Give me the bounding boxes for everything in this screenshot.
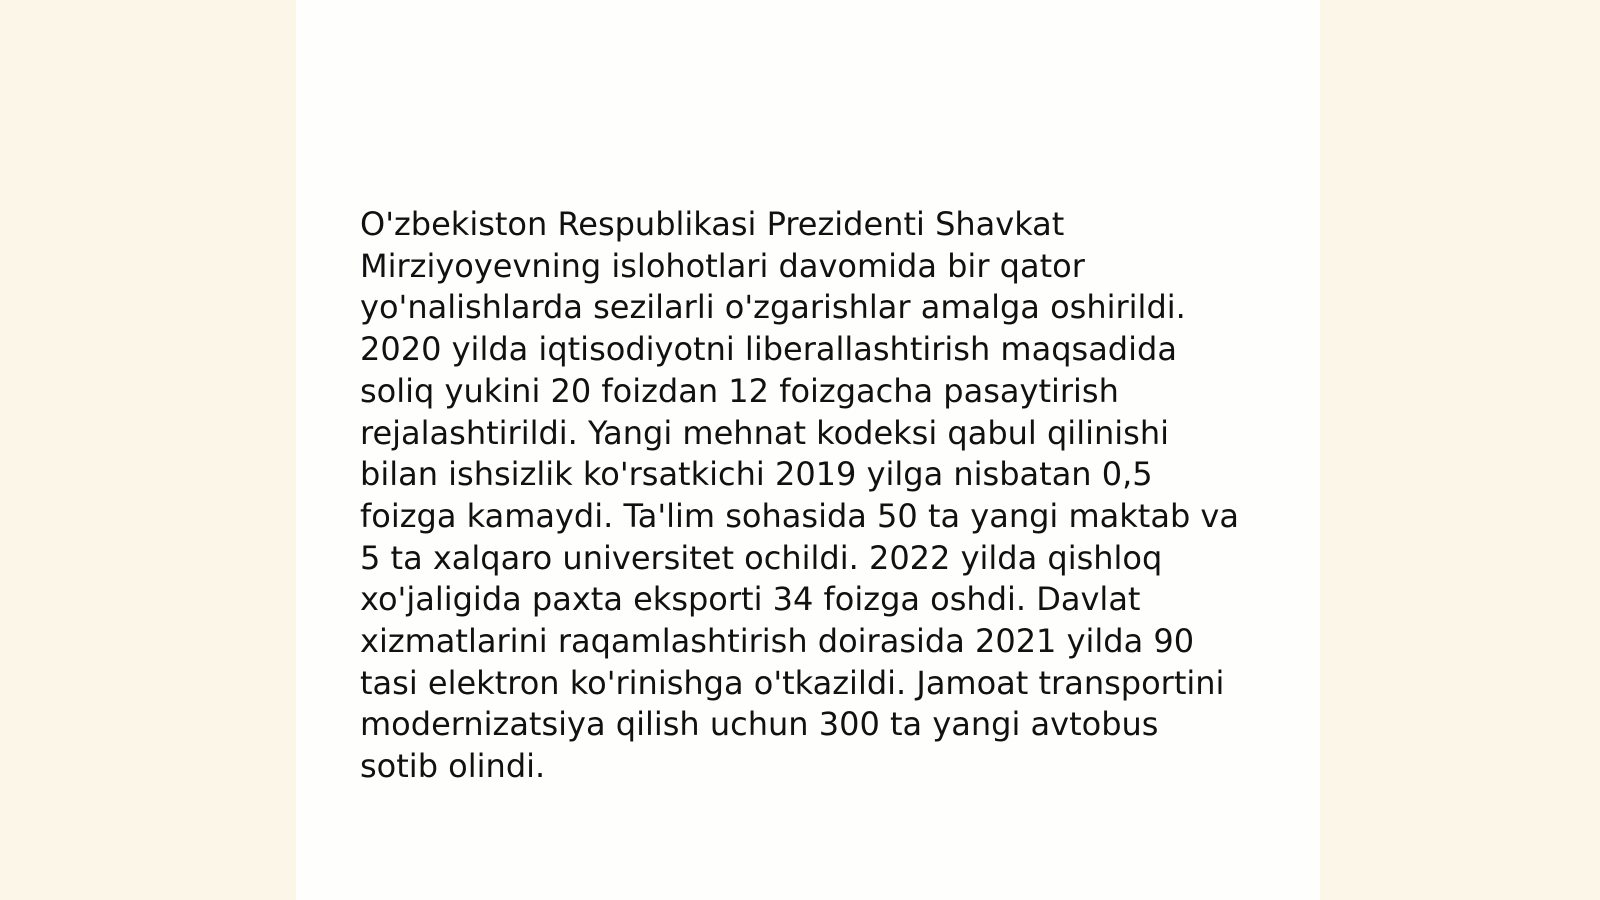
paragraph-line: soliq yukini 20 foizdan 12 foizgacha pasaytirish xyxy=(360,371,1119,410)
paragraph-line: xo'jaligida paxta eksporti 34 foizga oshdi. Davlat xyxy=(360,580,1141,619)
paragraph-line: 2020 yilda iqtisodiyotni liberallashtirish maqsadida xyxy=(360,330,1177,369)
paragraph-line: bilan ishsizlik ko'rsatkichi 2019 yilga nisbatan 0,5 xyxy=(360,455,1153,494)
document-page xyxy=(296,0,1320,900)
paragraph-line: O'zbekiston Respublikasi Prezidenti Shavkat xyxy=(360,205,1065,243)
paragraph-line: 5 ta xalqaro universitet ochildi. 2022 yilda qishloq xyxy=(360,538,1163,577)
paragraph-line: foizga kamaydi. Ta'lim sohasida 50 ta yangi maktab va xyxy=(360,496,1239,535)
paragraph-line: yo'nalishlarda sezilarli o'zgarishlar amalga oshirildi. xyxy=(360,288,1186,327)
paragraph-line: tasi elektron ko'rinishga o'tkazildi. Jamoat transportini xyxy=(360,663,1225,702)
paragraph-line: modernizatsiya qilish uchun 300 ta yangi avtobus xyxy=(360,705,1159,744)
paragraph-line: sotib olindi. xyxy=(360,747,546,786)
paragraph-line: rejalashtirildi. Yangi mehnat kodeksi qabul qilinishi xyxy=(360,413,1169,452)
paragraph-line: Mirziyoyevning islohotlari davomida bir qator xyxy=(360,246,1085,285)
body-paragraph xyxy=(360,204,1250,788)
paragraph-line: xizmatlarini raqamlashtirish doirasida 2021 yilda 90 xyxy=(360,622,1195,661)
